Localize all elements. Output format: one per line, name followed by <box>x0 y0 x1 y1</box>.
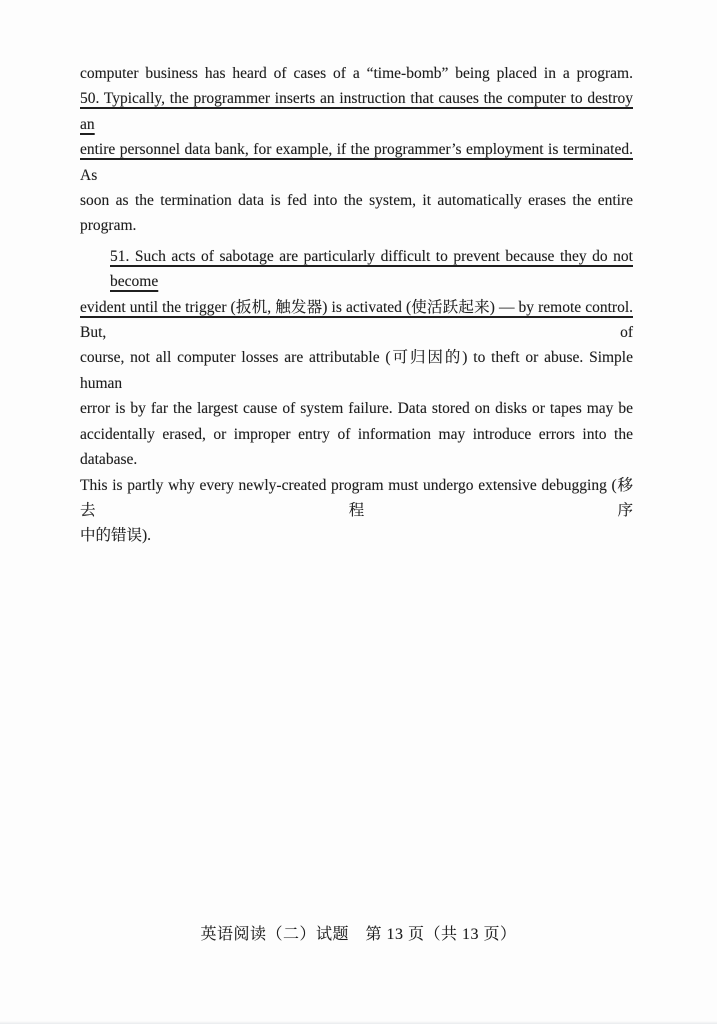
body-text <box>80 61 633 549</box>
text-segment: As <box>80 166 98 184</box>
underlined-text-segment: 50. Typically, the programmer inserts an instruction that causes the computer to destroy an <box>80 90 633 133</box>
text-line <box>80 295 633 346</box>
paragraph <box>80 61 633 239</box>
text-line <box>80 61 633 86</box>
text-line <box>80 86 633 137</box>
underlined-text-segment: evident until the trigger (扳机, 触发器) is activated (使活跃起来) — by remote control. <box>80 298 633 316</box>
underlined-text-segment: 51. Such acts of sabotage are particularly difficult to prevent because they do not become <box>110 247 633 291</box>
text-line <box>80 244 633 295</box>
text-line <box>80 523 633 548</box>
text-line <box>80 345 633 396</box>
text-segment: 中的错误). <box>80 527 152 545</box>
text-line <box>80 473 633 524</box>
text-segment: error is by far the largest cause of system failure. Data stored on disks or tapes may be <box>80 400 633 418</box>
page-footer: 英语阅读（二）试题 第 13 页（共 13 页） <box>200 926 517 943</box>
text-line <box>80 396 633 421</box>
text-segment: accidentally erased, or improper entry of information may introduce errors into the database. <box>80 425 633 469</box>
text-line <box>80 188 633 239</box>
text-segment: course, not all computer losses are attributable (可归因的) to theft or abuse. Simple human <box>80 349 633 392</box>
text-segment: But, of <box>80 324 633 342</box>
text-line <box>80 137 633 188</box>
text-line <box>80 422 633 473</box>
text-segment: soon as the termination data is fed into the system, it automatically erases the entire program. <box>80 192 633 235</box>
text-segment: computer business has heard of cases of a “time-bomb” being placed in a program. <box>80 65 633 82</box>
paragraph <box>80 244 633 549</box>
underlined-text-segment: entire personnel data bank, for example, if the programmer’s employment is terminated. <box>80 141 633 159</box>
text-segment: This is partly why every newly-created program must undergo extensive debugging (移去程序 <box>80 476 633 519</box>
